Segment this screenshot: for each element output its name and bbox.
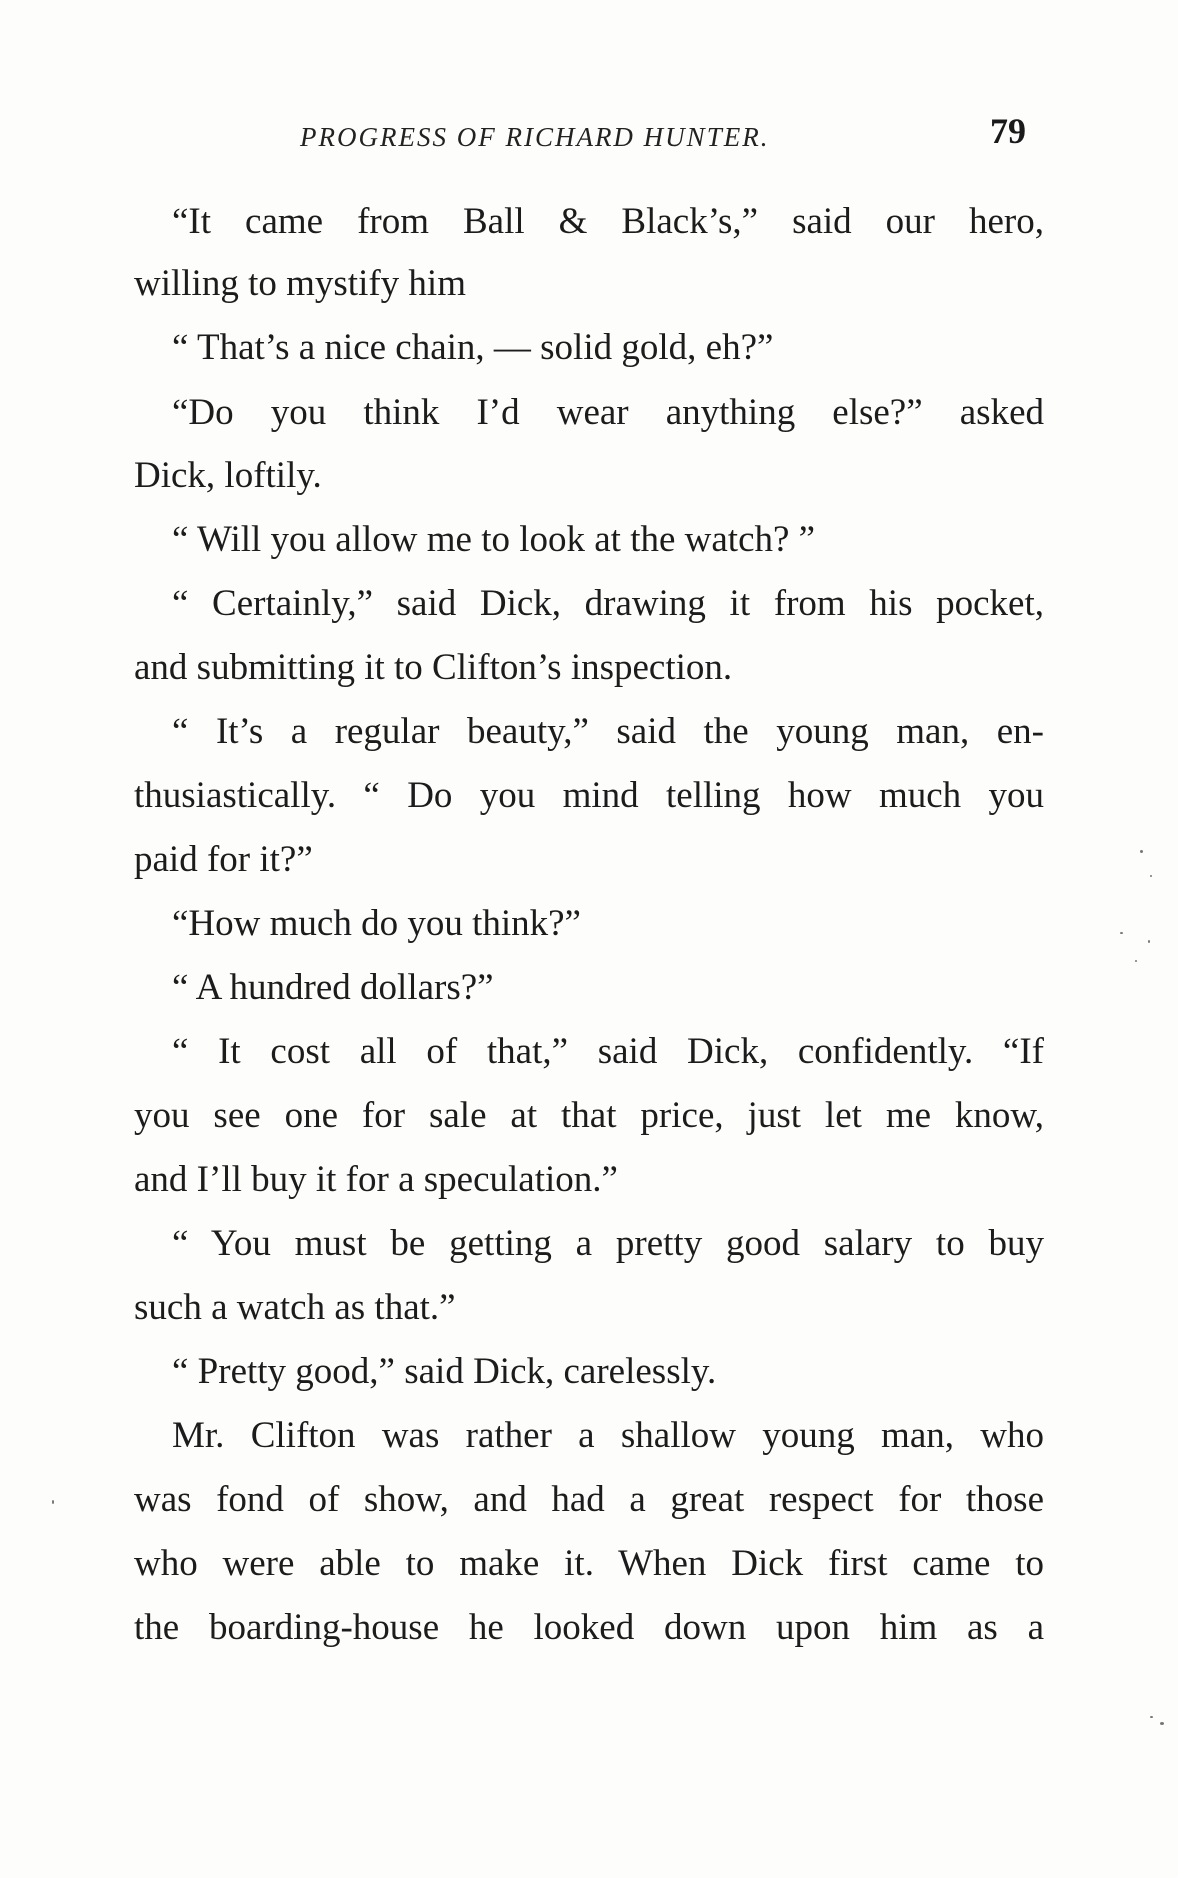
scan-speck <box>1120 932 1123 934</box>
text-line: and submitting it to Clifton’s inspection. <box>134 647 733 688</box>
scan-speck <box>1160 1722 1164 1725</box>
text-line: “ It cost all of that,” said Dick, confidently. “If <box>172 1031 1044 1072</box>
running-head: PROGRESS OF RICHARD HUNTER. <box>300 122 770 152</box>
text-line: was fond of show, and had a great respect for those <box>134 1479 1044 1520</box>
text-line: “ Will you allow me to look at the watch? ” <box>172 519 816 560</box>
text-line: “ That’s a nice chain, — solid gold, eh?” <box>172 327 774 368</box>
scan-speck <box>1148 940 1150 943</box>
text-line: paid for it?” <box>134 839 313 880</box>
scan-speck <box>1150 875 1152 877</box>
text-line: who were able to make it. When Dick first came to <box>134 1543 1044 1584</box>
page-number: 79 <box>990 111 1026 151</box>
text-line: “Do you think I’d wear anything else?” asked <box>172 392 1044 433</box>
text-line: Dick, loftily. <box>134 455 322 496</box>
text-line: and I’ll buy it for a speculation.” <box>134 1159 618 1200</box>
page-header <box>0 108 1178 158</box>
text-line: you see one for sale at that price, just let me know, <box>134 1095 1044 1136</box>
text-line: willing to mystify him <box>134 263 466 304</box>
text-line: “ Pretty good,” said Dick, carelessly. <box>172 1351 717 1392</box>
text-line: “ Certainly,” said Dick, drawing it from his pocket, <box>172 583 1044 624</box>
scan-speck <box>1150 1716 1153 1718</box>
text-line: “It came from Ball & Black’s,” said our hero, <box>172 201 1044 242</box>
scan-speck <box>1135 960 1137 962</box>
text-line: Mr. Clifton was rather a shallow young man, who <box>172 1415 1044 1456</box>
scan-speck <box>52 1500 54 1504</box>
text-line: “How much do you think?” <box>172 903 581 944</box>
text-line: such a watch as that.” <box>134 1287 456 1328</box>
text-line: the boarding-house he looked down upon him as a <box>134 1607 1044 1648</box>
text-line: “ You must be getting a pretty good salary to buy <box>172 1223 1044 1264</box>
text-line: “ It’s a regular beauty,” said the young man, en- <box>172 711 1044 752</box>
scan-speck <box>1140 850 1143 853</box>
text-line: thusiastically. “ Do you mind telling how much you <box>134 775 1044 816</box>
text-line: “ A hundred dollars?” <box>172 967 494 1008</box>
